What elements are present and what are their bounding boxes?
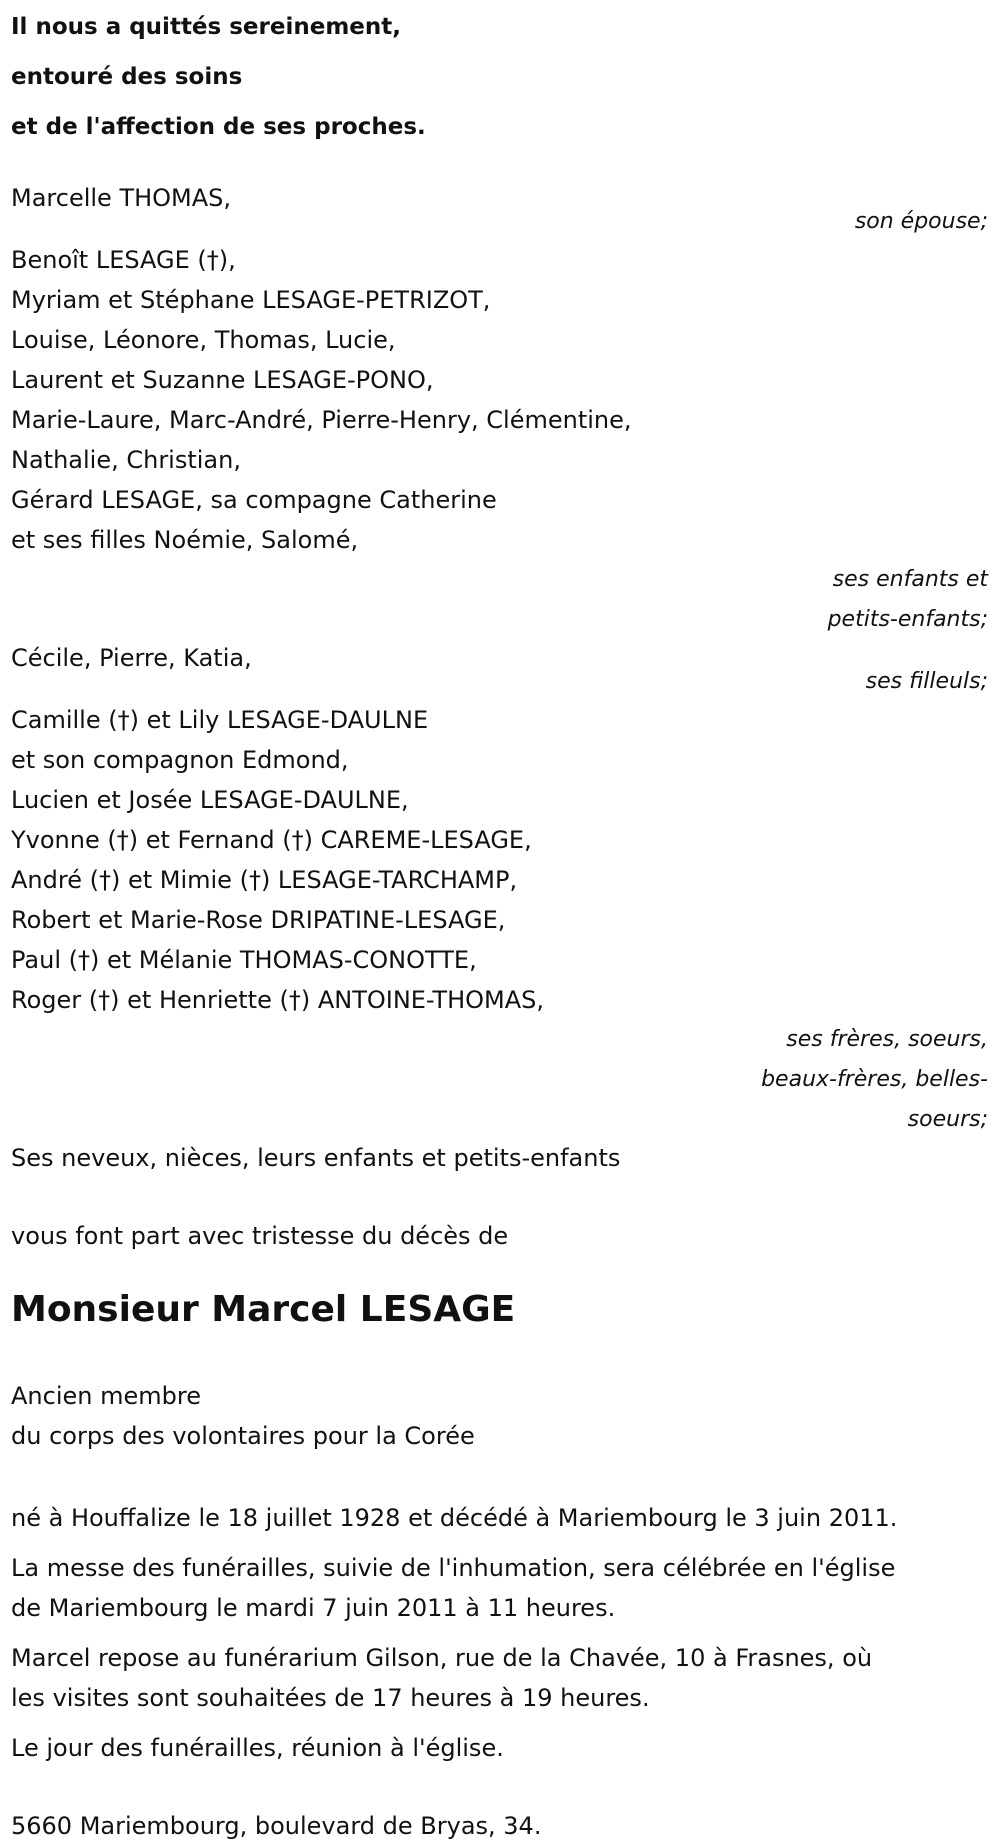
deceased-description — [11, 1376, 988, 1456]
sibling-line: Yvonne (†) et Fernand (†) CAREME-LESAGE, — [11, 826, 532, 854]
spouse-name: Marcelle THOMAS, — [11, 184, 232, 212]
paragraph-line: les visites sont souhaitées de 17 heures à 19 heures. — [11, 1684, 650, 1712]
birth-death-paragraph — [11, 1498, 988, 1538]
description-line-2: du corps des volontaires pour la Corée — [11, 1422, 475, 1450]
sibling-line: Paul (†) et Mélanie THOMAS-CONOTTE, — [11, 946, 477, 974]
announcement — [11, 1216, 988, 1256]
description-line-1: Ancien membre — [11, 1382, 201, 1410]
children-role — [11, 560, 988, 640]
announcement-line: vous font part avec tristesse du décès de — [11, 1222, 509, 1250]
sibling-line: Robert et Marie-Rose DRIPATINE-LESAGE, — [11, 906, 506, 934]
deceased-name: Monsieur Marcel LESAGE — [11, 1289, 516, 1330]
funeral-mass-paragraph — [11, 1548, 988, 1628]
child-line: Gérard LESAGE, sa compagne Catherine — [11, 486, 497, 514]
sibling-line: Lucien et Josée LESAGE-DAULNE, — [11, 786, 409, 814]
intro-line-3: et de l'affection de ses proches. — [11, 114, 426, 140]
sibling-line: Camille (†) et Lily LESAGE-DAULNE — [11, 706, 429, 734]
sibling-line: Roger (†) et Henriette (†) ANTOINE-THOMAS, — [11, 986, 544, 1014]
relatives — [11, 1138, 988, 1178]
sibling-line: André (†) et Mimie (†) LESAGE-TARCHAMP, — [11, 866, 518, 894]
child-line: Louise, Léonore, Thomas, Lucie, — [11, 326, 396, 354]
address — [11, 1806, 988, 1846]
siblings-role-line-3: soeurs; — [907, 1107, 988, 1132]
intro-line-2: entouré des soins — [11, 64, 243, 90]
meeting-paragraph — [11, 1728, 988, 1768]
relatives-line: Ses neveux, nièces, leurs enfants et petits-enfants — [11, 1144, 621, 1172]
children-role-line-1: ses enfants et — [832, 567, 988, 592]
intro-heading — [11, 2, 988, 152]
sibling-line: et son compagnon Edmond, — [11, 746, 349, 774]
children-role-line-2: petits-enfants; — [827, 607, 988, 632]
paragraph-line: Le jour des funérailles, réunion à l'église. — [11, 1734, 504, 1762]
spouse-role: son épouse; — [854, 209, 988, 234]
siblings-role-line-2: beaux-frères, belles- — [761, 1067, 988, 1092]
siblings-role-line-1: ses frères, soeurs, — [786, 1027, 988, 1052]
paragraph-line: Marcel repose au funérarium Gilson, rue de la Chavée, 10 à Frasnes, où — [11, 1644, 873, 1672]
group-children — [11, 240, 988, 560]
address-line: 5660 Mariembourg, boulevard de Bryas, 34. — [11, 1812, 542, 1840]
child-line: Nathalie, Christian, — [11, 446, 241, 474]
paragraph-line: La messe des funérailles, suivie de l'inhumation, sera célébrée en l'église — [11, 1554, 896, 1582]
child-line: Laurent et Suzanne LESAGE-PONO, — [11, 366, 434, 394]
paragraph-line: né à Houffalize le 18 juillet 1928 et décédé à Mariembourg le 3 juin 2011. — [11, 1504, 898, 1532]
intro-line-1: Il nous a quittés sereinement, — [11, 14, 401, 40]
child-line: Benoît LESAGE (†), — [11, 246, 236, 274]
godchildren-role: ses filleuls; — [865, 669, 988, 694]
child-line: Myriam et Stéphane LESAGE-PETRIZOT, — [11, 286, 491, 314]
paragraph-line: de Mariembourg le mardi 7 juin 2011 à 11 heures. — [11, 1594, 616, 1622]
godchildren-names: Cécile, Pierre, Katia, — [11, 644, 252, 672]
funerarium-paragraph — [11, 1638, 988, 1718]
group-siblings — [11, 700, 988, 1020]
child-line: Marie-Laure, Marc-André, Pierre-Henry, Clémentine, — [11, 406, 632, 434]
siblings-role — [11, 1020, 988, 1140]
child-line: et ses filles Noémie, Salomé, — [11, 526, 359, 554]
obituary-notice — [11, 0, 988, 1846]
